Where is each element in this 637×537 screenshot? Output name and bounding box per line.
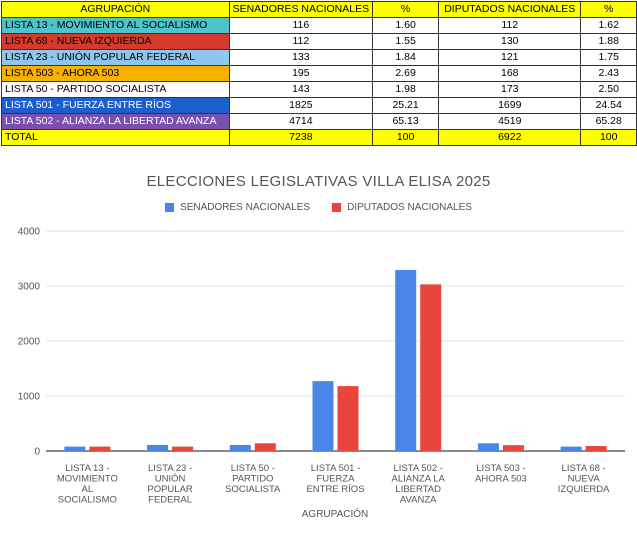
legend-label: SENADORES NACIONALES (180, 202, 311, 213)
chart-title: ELECCIONES LEGISLATIVAS VILLA ELISA 2025 (146, 173, 491, 190)
bar-diputados (172, 447, 193, 451)
legend-label: DIPUTADOS NACIONALES (347, 202, 472, 213)
row-senadores: 4714 (229, 114, 373, 130)
row-diputados-pct: 1.75 (581, 50, 637, 66)
results-table (1, 1, 637, 146)
x-tick-label-line: AVANZA (399, 494, 437, 506)
x-tick-label-line: IZQUIERDA (557, 484, 610, 495)
total-senadores-pct: 100 (373, 130, 439, 146)
table-header-row (2, 2, 637, 18)
row-label: LISTA 503 - AHORA 503 (2, 66, 230, 82)
y-tick-label: 1000 (17, 391, 40, 403)
x-tick-label-line: NUEVA (567, 473, 600, 485)
total-diputados: 6922 (439, 130, 581, 146)
x-tick-label-line: LIBERTAD (395, 484, 442, 495)
row-label: LISTA 23 - UNIÓN POPULAR FEDERAL (2, 50, 230, 66)
table-row (2, 50, 637, 66)
row-senadores: 195 (229, 66, 373, 82)
row-diputados: 1699 (439, 98, 581, 114)
legend-swatch (332, 203, 341, 212)
bar-senadores (478, 443, 499, 451)
row-senadores: 1825 (229, 98, 373, 114)
row-diputados: 130 (439, 34, 581, 50)
bar-diputados (503, 445, 524, 451)
x-tick-label (475, 463, 527, 485)
row-diputados-pct: 2.43 (581, 66, 637, 82)
bar-diputados (338, 386, 359, 451)
x-tick-label-line: MOVIMIENTO (56, 473, 118, 485)
row-label: LISTA 50 - PARTIDO SOCIALISTA (2, 82, 230, 98)
x-tick-label-line: SOCIALISTA (225, 484, 281, 495)
y-tick-label: 3000 (17, 281, 40, 293)
x-axis-title: AGRUPACIÓN (301, 509, 369, 520)
table-row (2, 114, 637, 130)
x-tick-label (57, 463, 118, 506)
header-senadores: SENADORES NACIONALES (229, 2, 373, 18)
table-row (2, 98, 637, 114)
row-label: LISTA 502 - ALIANZA LA LIBERTAD AVANZA (2, 114, 230, 130)
x-tick-label-line: LISTA 502 - (393, 463, 443, 474)
row-senadores-pct: 2.69 (373, 66, 439, 82)
row-diputados: 112 (439, 18, 581, 34)
x-tick-label-line: AL (81, 484, 94, 495)
legend-item (332, 202, 472, 213)
x-tick-label-line: LISTA 50 - (230, 463, 275, 474)
row-diputados: 168 (439, 66, 581, 82)
x-tick-label (147, 463, 193, 506)
x-tick-label (392, 463, 446, 506)
bar-senadores (313, 381, 334, 451)
bar-senadores (230, 445, 251, 451)
header-agrupacion: AGRUPACIÓN (2, 2, 230, 18)
row-diputados: 173 (439, 82, 581, 98)
y-tick-label: 4000 (17, 226, 40, 238)
bar-diputados (420, 284, 441, 451)
table-row (2, 18, 637, 34)
x-tick-label-line: LISTA 23 - (147, 463, 193, 474)
row-diputados-pct: 24.54 (581, 98, 637, 114)
row-label: LISTA 13 - MOVIMIENTO AL SOCIALISMO (2, 18, 230, 34)
x-tick-label-line: UNIÓN (154, 473, 186, 485)
x-tick-label (225, 463, 281, 495)
total-label: TOTAL (2, 130, 230, 146)
total-senadores: 7238 (229, 130, 373, 146)
row-senadores: 133 (229, 50, 373, 66)
row-senadores-pct: 65.13 (373, 114, 439, 130)
row-diputados-pct: 65.28 (581, 114, 637, 130)
total-diputados-pct: 100 (581, 130, 637, 146)
y-tick-label: 2000 (17, 336, 40, 348)
legend-item (165, 202, 310, 213)
row-senadores-pct: 1.98 (373, 82, 439, 98)
header-senadores-pct: % (373, 2, 439, 18)
chart-legend (0, 202, 637, 213)
row-diputados-pct: 2.50 (581, 82, 637, 98)
row-label: LISTA 501 - FUERZA ENTRE RÍOS (2, 98, 230, 114)
table-row (2, 66, 637, 82)
x-tick-label (306, 463, 364, 495)
row-diputados-pct: 1.88 (581, 34, 637, 50)
bar-diputados (255, 443, 276, 451)
x-tick-label-line: POPULAR (147, 484, 193, 495)
x-tick-label-line: FEDERAL (148, 494, 192, 506)
x-tick-label-line: FUERZA (316, 473, 355, 485)
header-diputados: DIPUTADOS NACIONALES (439, 2, 581, 18)
row-senadores: 143 (229, 82, 373, 98)
row-senadores-pct: 1.84 (373, 50, 439, 66)
row-label: LISTA 68 - NUEVA IZQUIERDA (2, 34, 230, 50)
row-diputados: 4519 (439, 114, 581, 130)
results-table-body (2, 2, 637, 146)
x-tick-label-line: SOCIALISMO (57, 494, 117, 506)
x-tick-label-line: AHORA 503 (475, 473, 527, 485)
row-senadores: 112 (229, 34, 373, 50)
x-tick-label-line: ENTRE RÍOS (306, 484, 365, 495)
x-tick-label-line: LISTA 501 - (310, 463, 361, 474)
chart-area (0, 165, 637, 537)
row-senadores-pct: 1.60 (373, 18, 439, 34)
row-senadores-pct: 25.21 (373, 98, 439, 114)
row-diputados: 121 (439, 50, 581, 66)
row-diputados-pct: 1.62 (581, 18, 637, 34)
bar-diputados (586, 446, 607, 451)
x-tick-label (558, 463, 610, 495)
y-tick-label: 0 (34, 446, 40, 458)
bar-senadores (561, 447, 582, 451)
x-tick-label-line: LISTA 13 - (65, 463, 110, 474)
bar-diputados (89, 447, 110, 451)
bar-senadores (395, 270, 416, 451)
x-tick-label-line: ALIANZA LA (391, 473, 445, 485)
table-row (2, 34, 637, 50)
bar-senadores (147, 445, 168, 451)
header-diputados-pct: % (581, 2, 637, 18)
x-tick-label-line: LISTA 503 - (476, 463, 526, 474)
row-senadores-pct: 1.55 (373, 34, 439, 50)
row-senadores: 116 (229, 18, 373, 34)
table-row (2, 82, 637, 98)
x-tick-label-line: PARTIDO (232, 473, 274, 485)
x-tick-label-line: LISTA 68 - (561, 463, 606, 474)
table-total-row (2, 130, 637, 146)
bar-chart (0, 165, 637, 537)
legend-swatch (165, 203, 174, 212)
bar-senadores (64, 447, 85, 451)
